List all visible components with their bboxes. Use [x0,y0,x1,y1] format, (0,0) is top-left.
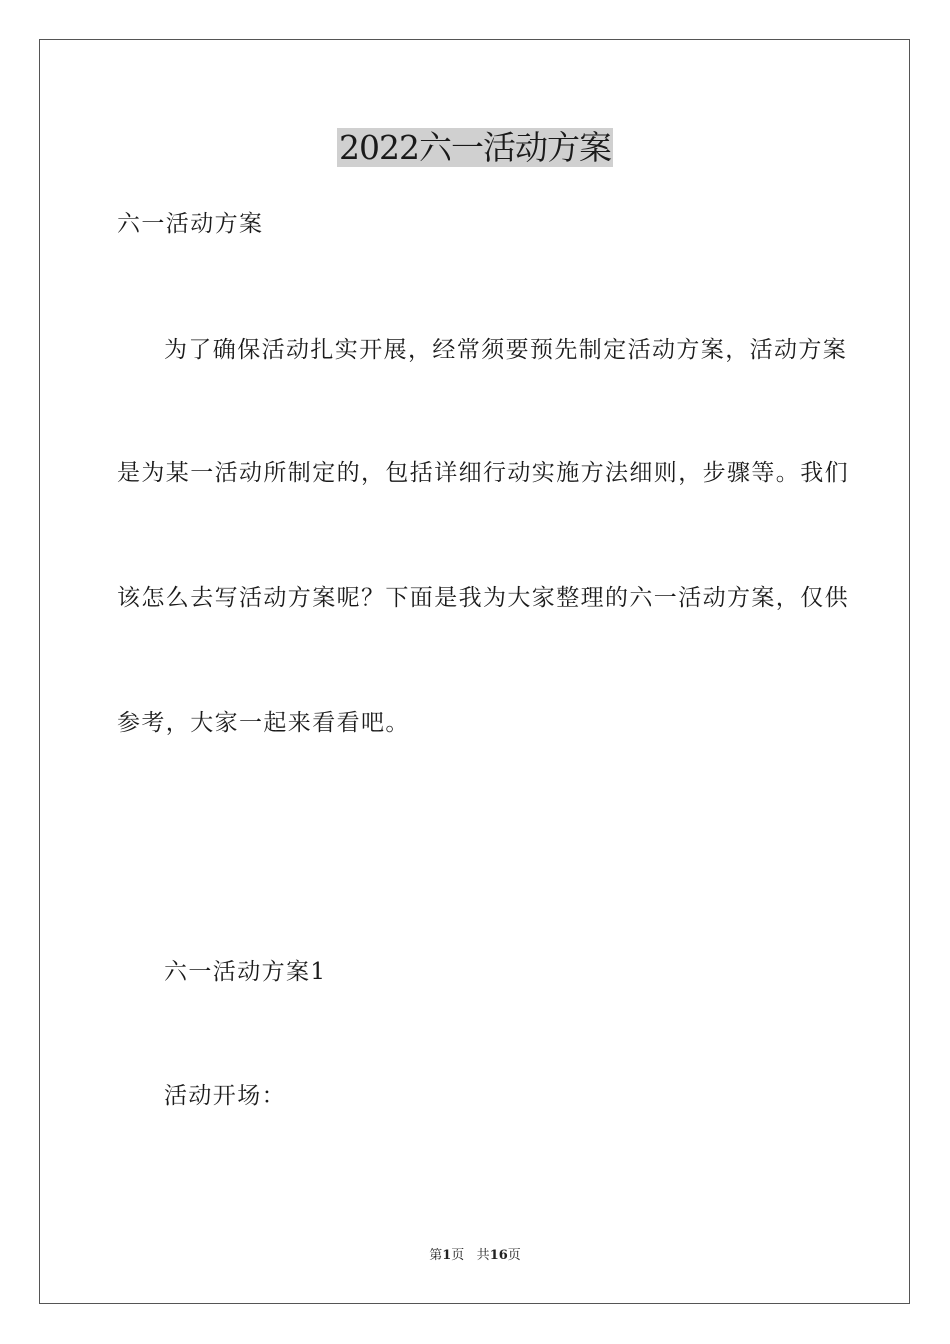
footer-page-number: 1 [442,1248,452,1263]
paragraph-line: 是为某一活动所制定的，包括详细行动实施方法细则，步骤等。我们 [117,460,849,486]
page-footer [0,1247,950,1265]
document-subtitle: 六一活动方案 [117,211,264,237]
footer-total-suffix: 页 [507,1248,521,1263]
footer-total-pages: 16 [489,1248,508,1263]
section-item: 活动开场： [164,1083,286,1109]
footer-page-suffix: 页 [451,1248,465,1263]
paragraph-line: 参考，大家一起来看看吧。 [117,710,410,736]
document-title [0,128,950,168]
paragraph-line: 为了确保活动扎实开展，经常须要预先制定活动方案，活动方案 [164,337,848,363]
section-heading: 六一活动方案1 [164,959,327,985]
footer-total-prefix: 共 [476,1248,490,1263]
paragraph-line: 该怎么去写活动方案呢？下面是我为大家整理的六一活动方案，仅供 [117,585,849,611]
document-title-text: 2022六一活动方案 [339,128,611,167]
footer-page-prefix: 第 [429,1248,443,1263]
